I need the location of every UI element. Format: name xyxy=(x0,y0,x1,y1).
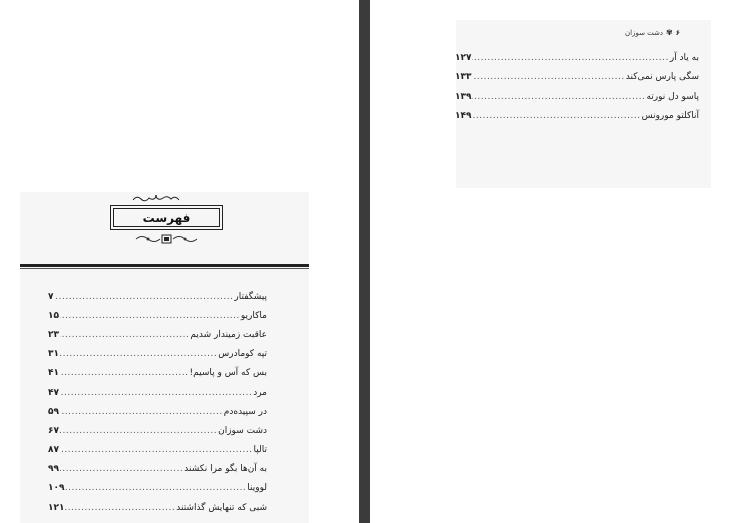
toc-list-right xyxy=(455,48,699,126)
toc-entry-page: ۶۷ xyxy=(48,425,59,436)
dot-leader xyxy=(472,53,668,63)
calligraphy-ornament-icon xyxy=(131,194,181,204)
toc-entry xyxy=(455,68,699,88)
book-title: دشت سوزان xyxy=(625,28,664,37)
toc-entry-title: در سپیده‌دم xyxy=(223,406,267,417)
dot-leader xyxy=(60,349,217,359)
toc-entry-page: ۲۳ xyxy=(48,329,59,340)
dot-leader xyxy=(60,330,189,340)
toc-entry xyxy=(48,287,267,306)
toc-entry-page: ۱۴۹ xyxy=(455,111,472,122)
toc-entry-title: شبی که تنهایش گذاشتند xyxy=(176,502,267,513)
toc-entry xyxy=(48,383,267,402)
toc-title-box xyxy=(110,205,223,230)
dot-leader xyxy=(60,426,217,436)
toc-entry-page: ۱۳۹ xyxy=(455,91,472,102)
toc-entry-title: مرد xyxy=(253,387,267,398)
dot-leader xyxy=(65,503,175,513)
toc-entry xyxy=(48,460,267,479)
toc-entry xyxy=(455,87,699,107)
toc-entry-title: ماکاریو xyxy=(240,310,267,321)
toc-entry-page: ۸۷ xyxy=(48,445,59,456)
toc-entry-title: تالپا xyxy=(253,445,267,456)
toc-entry-title: تپه کومادرس xyxy=(218,349,267,360)
header-rule-thin xyxy=(20,268,309,269)
toc-entry-title: پیشگفتار xyxy=(234,291,267,302)
page-number: ۶ xyxy=(675,28,681,37)
toc-entry-title: بس که آس و پاسیم! xyxy=(189,368,267,379)
dot-leader xyxy=(65,483,246,493)
toc-entry-page: ۱۲۷ xyxy=(455,52,472,63)
toc-entry-page: ۴۱ xyxy=(48,368,59,379)
dot-leader xyxy=(55,292,234,302)
toc-entry xyxy=(48,421,267,440)
dot-leader xyxy=(472,72,624,82)
toc-entry-title: پاسو دل نورته xyxy=(646,91,699,102)
dot-leader xyxy=(60,464,183,474)
toc-entry-page: ۴۷ xyxy=(48,387,59,398)
toc-entry xyxy=(455,107,699,127)
toc-entry-page: ۱۰۹ xyxy=(48,483,65,494)
running-header xyxy=(625,28,680,37)
toc-entry-page: ۱۵ xyxy=(48,310,59,321)
toc-entry xyxy=(48,441,267,460)
toc-entry xyxy=(48,498,267,517)
toc-entry-page: ۱۳۳ xyxy=(455,72,472,83)
star-ornament-icon: ✾ xyxy=(666,28,673,37)
toc-entry-page: ۹۹ xyxy=(48,464,59,475)
toc-entry-page: ۷ xyxy=(48,291,54,302)
header-rule xyxy=(20,264,309,267)
toc-entry-page: ۵۹ xyxy=(48,406,59,417)
flourish-ornament-icon xyxy=(134,231,199,245)
dot-leader xyxy=(60,368,189,378)
viewer-page-divider xyxy=(359,0,370,523)
toc-entry-page: ۱۲۱ xyxy=(48,502,65,513)
dot-leader xyxy=(60,388,252,398)
dot-leader xyxy=(60,311,240,321)
dot-leader xyxy=(472,92,645,102)
dot-leader xyxy=(60,407,223,417)
page-title: فهرست xyxy=(142,210,191,225)
toc-entry xyxy=(455,48,699,68)
toc-entry xyxy=(48,364,267,383)
toc-entry-page: ۳۱ xyxy=(48,349,59,360)
toc-entry-title: به آن‌ها بگو مرا نکشند xyxy=(184,464,267,475)
toc-entry xyxy=(48,306,267,325)
toc-entry-title: سگی پارس نمی‌کند xyxy=(625,72,699,83)
toc-entry-title: آناکلتو مورونس xyxy=(641,111,699,122)
toc-entry xyxy=(48,479,267,498)
toc-entry xyxy=(48,345,267,364)
toc-entry xyxy=(48,402,267,421)
toc-entry-title: لووینا xyxy=(247,483,267,494)
toc-entry-title: عاقبت زمیندار شدیم xyxy=(190,329,267,340)
toc-entry-title: دشت سوزان xyxy=(218,425,267,436)
dot-leader xyxy=(60,445,253,455)
toc-list-left xyxy=(48,287,267,517)
toc-entry-title: به یاد آر xyxy=(669,52,699,63)
dot-leader xyxy=(472,111,640,121)
toc-entry xyxy=(48,325,267,344)
